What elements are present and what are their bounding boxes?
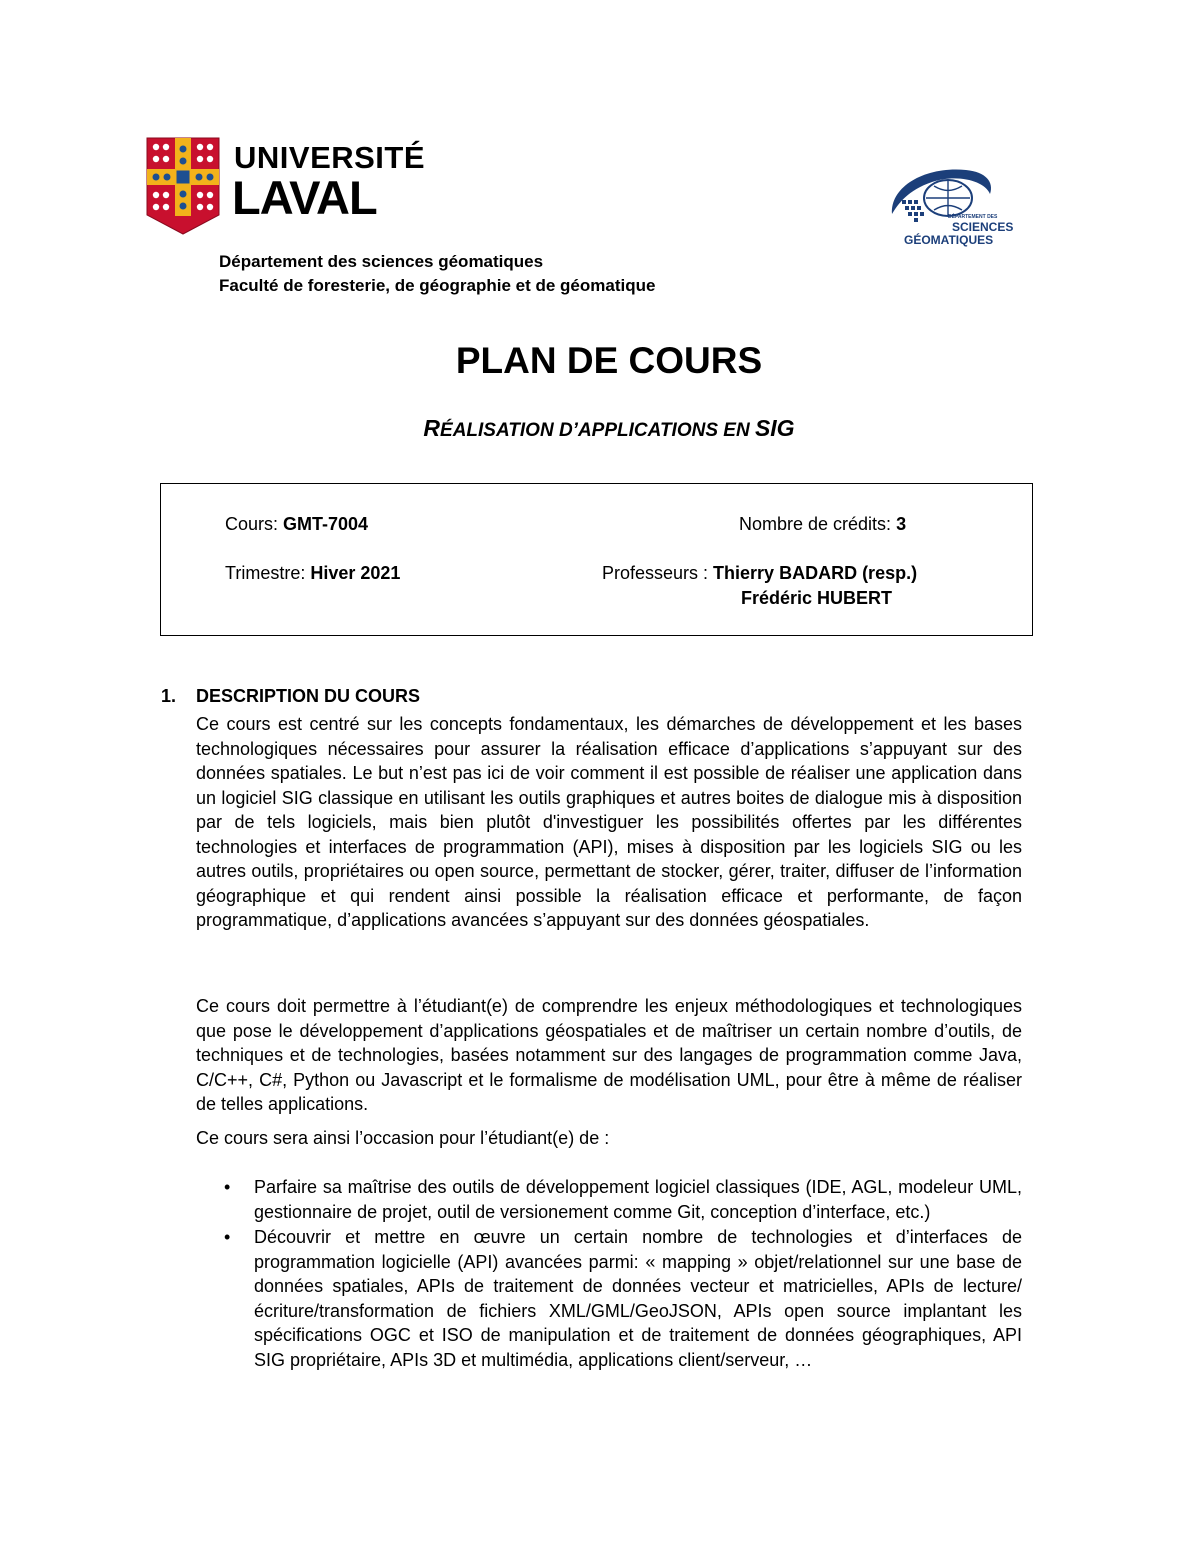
document-title: PLAN DE COURS [455,340,763,381]
university-name-line1: UNIVERSITÉ [234,140,426,175]
course-value: GMT-7004 [283,514,369,534]
subtitle-end: SIG [754,415,795,441]
credits-label: Nombre de crédits: [739,514,897,534]
faculty-name: Faculté de foresterie, de géographie et de géomatique [219,276,656,295]
list-item-text: Parfaire sa maîtrise des outils de développement logiciel classiques (IDE, AGL, modeleur UML, gestionnaire de projet, outil de versionement comme Git, conception d’interface, etc.) [254,1177,1022,1222]
description-paragraph-2: Ce cours doit permettre à l’étudiant(e) de comprendre les enjeux méthodologiques et technologiques que pose le développement d’applications géospatiales et de maîtriser un certain nombre d’outils, de techniques et de technologies, basées notamment sur des langages de programmation comme Java, C/C++, C#, Python ou Javascript et le formalisme de modélisation UML, pour être à même de réaliser de telles applications. [196,996,1022,1114]
description-paragraph-1: Ce cours est centré sur les concepts fondamentaux, les démarches de développement et les bases technologiques nécessaires pour assurer la réalisation efficace d’applications s’appuyant sur des données spatiales. Le but n’est pas ici de voir comment il est possible de réaliser une application dans un logiciel SIG classique en utilisant les outils graphiques et autres boites de dialogue mis à disposition par de tels logiciels, mais bien plutôt d'investiguer les possibilités offertes par les différentes technologies et interfaces de programmation (API), mises à disposition par les logiciels SIG ou les autres outils, propriétaires ou open source, permettant de stocker, gérer, traiter, diffuser de l’information géographique et qui rendent ainsi possible la réalisation efficace et performante, de façon programmatique, d’applications avancées s’appuyant sur des données géospatiales. [196,714,1022,930]
department-logo-small-text: DÉPARTEMENT DES [948,214,998,220]
credits [739,512,906,536]
term-label: Trimestre: [225,563,311,583]
section-number: 1. [161,686,177,706]
professor-1: Thierry BADARD (resp.) [713,563,918,583]
professor-2: Frédéric HUBERT [741,588,893,608]
professor-2-line [741,586,892,610]
list-item [196,1225,1022,1372]
professors-label: Professeurs : [602,563,714,583]
bullet-icon: • [224,1227,231,1247]
university-shield-icon [146,137,220,235]
universite-laval-logo [146,137,426,237]
section-heading [161,683,420,709]
course-label: Cours: [225,514,284,534]
course-code [225,512,368,536]
list-item [196,1175,1022,1224]
term-value: Hiver 2021 [310,563,401,583]
course-subtitle [0,412,1200,447]
subtitle-small-caps: ÉALISATION D’APPLICATIONS EN [440,420,755,441]
list-item-text: Découvrir et mettre en œuvre un certain nombre de technologies et d’interfaces de programmation logicielle (API) avancées parmi: « mapping » objet/relationnel sur une base de données spatiales, APIs de traitement de données vecteur et matricielles, APIs de lecture/écriture/transformation de fichiers XML/GML/GeoJSON, APIs open source implantant les spécifications OGC et ISO de manipulation et de traitement de données géographiques, API SIG propriétaire, APIs 3D et multimédia, applications client/serveur, … [254,1227,1022,1370]
university-name-line2: LAVAL [232,171,377,224]
department-logo-line2: GÉOMATIQUES [904,233,994,247]
credits-value: 3 [896,514,907,534]
department-logo-line1: SCIENCES [952,220,1014,234]
bullet-icon: • [224,1177,231,1197]
course-info-box [160,483,1033,636]
department-name: Département des sciences géomatiques [219,252,544,271]
department-block [219,250,655,298]
section-title: DESCRIPTION DU COURS [196,686,421,706]
subtitle-initial: R [423,415,441,441]
sciences-geomatiques-logo [886,162,1014,252]
professors [602,561,917,585]
description-paragraph-3: Ce cours sera ainsi l’occasion pour l’étudiant(e) de : [196,1128,610,1148]
term [225,561,400,585]
objectives-list [196,1175,1022,1373]
